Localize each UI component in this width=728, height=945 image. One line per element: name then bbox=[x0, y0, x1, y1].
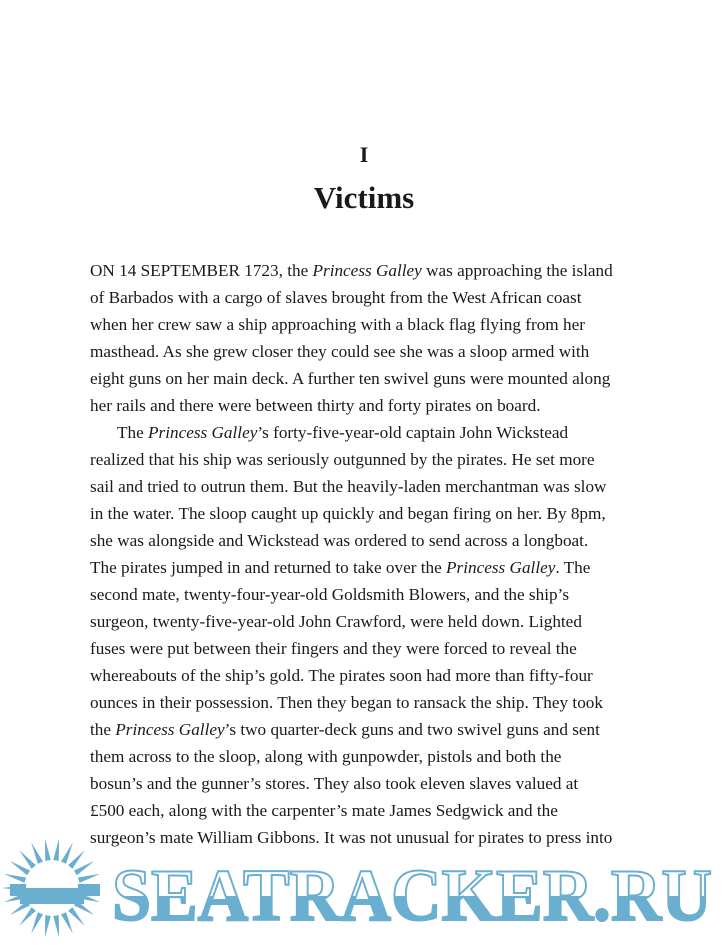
text-line bbox=[90, 260, 650, 287]
sun-ray bbox=[53, 839, 59, 861]
text-segment: fuses were put between their fingers and they were forced to reveal the bbox=[90, 639, 577, 658]
sun-ray bbox=[61, 843, 73, 864]
text-line bbox=[90, 692, 650, 719]
sun-ray bbox=[61, 912, 73, 933]
text-segment: sail and tried to outrun them. But the heavily-laden merchantman was slow bbox=[90, 477, 607, 496]
text-segment: masthead. As she grew closer they could see she was a sloop armed with bbox=[90, 342, 590, 361]
text-segment: £500 each, along with the carpenter’s mate James Sedgwick and the bbox=[90, 801, 558, 820]
sun-ray bbox=[78, 874, 100, 883]
text-segment: in the water. The sloop caught up quickly and began firing on her. By 8pm, bbox=[90, 504, 606, 523]
text-line bbox=[90, 719, 650, 746]
text-segment: ’s forty-five-year-old captain John Wickstead bbox=[257, 423, 569, 442]
text-segment: when her crew saw a ship approaching with a black flag flying from her bbox=[90, 315, 585, 334]
text-segment: was approaching the island bbox=[421, 261, 613, 280]
sun-ray bbox=[53, 915, 59, 937]
sun-ray bbox=[19, 850, 36, 869]
text-segment: bosun’s and the gunner’s stores. They also took eleven slaves valued at bbox=[90, 774, 579, 793]
watermark-logo bbox=[0, 838, 728, 945]
ship-name-italic: Princess Galley bbox=[148, 423, 258, 442]
text-segment: second mate, twenty-four-year-old Goldsmith Blowers, and the ship’s bbox=[90, 585, 570, 604]
text-segment: ounces in their possession. Then they began to ransack the ship. They took bbox=[90, 693, 603, 712]
text-line bbox=[90, 530, 650, 557]
sun-ray bbox=[31, 912, 43, 933]
text-line bbox=[90, 557, 650, 584]
text-segment: eight guns on her main deck. A further ten swivel guns were mounted along bbox=[90, 369, 611, 388]
text-line bbox=[90, 800, 650, 827]
text-segment: whereabouts of the ship’s gold. The pirates soon had more than fifty-four bbox=[90, 666, 593, 685]
text-segment: surgeon, twenty-five-year-old John Crawford, were held down. Lighted bbox=[90, 612, 582, 631]
sun-ray bbox=[74, 861, 94, 875]
ship-name-italic: Princess Galley bbox=[115, 720, 225, 739]
text-line bbox=[90, 395, 650, 422]
text-line bbox=[90, 503, 650, 530]
sun-ray bbox=[19, 907, 36, 926]
text-line bbox=[90, 584, 650, 611]
text-segment: The bbox=[117, 423, 149, 442]
text-segment: the bbox=[90, 720, 116, 739]
sun-ray bbox=[68, 907, 85, 926]
text-segment: ’s two quarter-deck guns and two swivel guns and sent bbox=[224, 720, 600, 739]
text-segment: The pirates jumped in and returned to take over the bbox=[90, 558, 447, 577]
text-segment: she was alongside and Wickstead was ordered to send across a longboat. bbox=[90, 531, 589, 550]
chapter-number: I bbox=[359, 142, 369, 167]
text-segment: . The bbox=[555, 558, 591, 577]
text-line bbox=[90, 449, 650, 476]
sun-ray bbox=[10, 861, 30, 875]
text-line bbox=[90, 287, 650, 314]
text-segment: ON 14 SEPTEMBER 1723, the bbox=[90, 261, 313, 280]
text-line bbox=[90, 368, 650, 395]
text-line bbox=[90, 314, 650, 341]
sun-ray bbox=[4, 874, 26, 883]
text-segment: them across to the sloop, along with gunpowder, pistols and both the bbox=[90, 747, 562, 766]
ship-name-italic: Princess Galley bbox=[446, 558, 556, 577]
chapter-title: Victims bbox=[313, 180, 415, 215]
text-line bbox=[90, 341, 650, 368]
text-line bbox=[90, 665, 650, 692]
text-segment: her rails and there were between thirty and forty pirates on board. bbox=[90, 396, 541, 415]
sun-ray bbox=[45, 915, 51, 937]
text-line bbox=[90, 638, 650, 665]
text-line bbox=[90, 611, 650, 638]
ship-name-italic: Princess Galley bbox=[312, 261, 422, 280]
text-line bbox=[90, 773, 650, 800]
sun-icon bbox=[2, 839, 102, 938]
text-segment: surgeon’s mate William Gibbons. It was not unusual for pirates to press into bbox=[90, 828, 613, 847]
sun-ray bbox=[68, 850, 85, 869]
text-line bbox=[90, 422, 650, 449]
text-segment: of Barbados with a cargo of slaves brought from the West African coast bbox=[90, 288, 582, 307]
watermark-text: SEATRACKER.RU bbox=[112, 855, 712, 937]
body-text bbox=[90, 260, 650, 854]
text-line bbox=[90, 476, 650, 503]
text-segment: realized that his ship was seriously outgunned by the pirates. He set more bbox=[90, 450, 595, 469]
text-line bbox=[90, 746, 650, 773]
sun-ray bbox=[45, 839, 51, 861]
sun-ray bbox=[31, 843, 43, 864]
